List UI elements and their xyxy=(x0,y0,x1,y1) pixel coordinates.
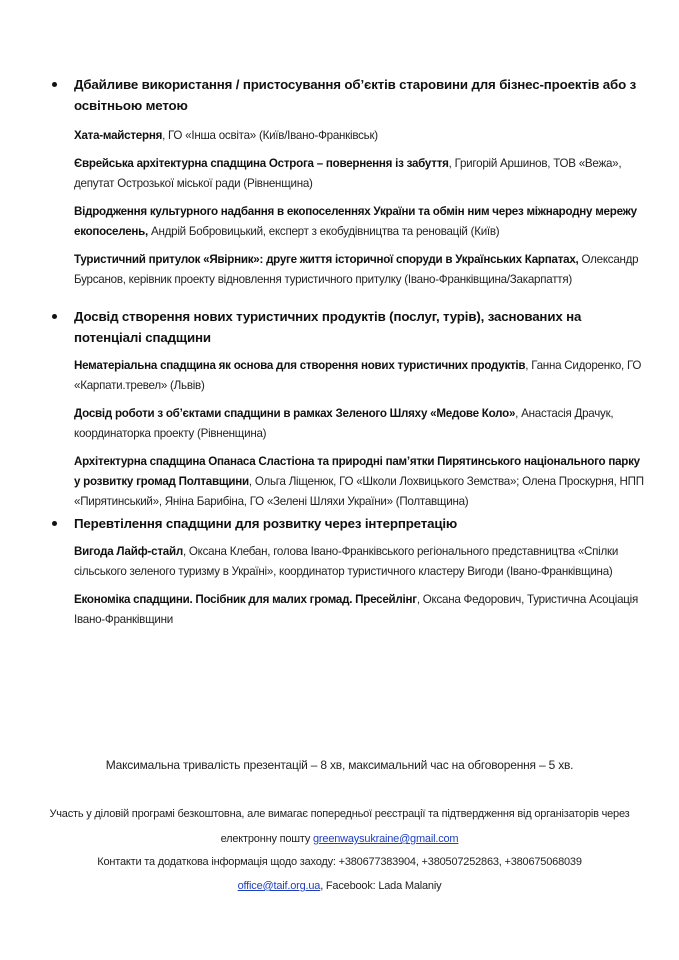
registration-note: Участь у діловій програмі безкоштовна, але вимагає попередньої реєстрації та підтвердження від організаторів через xyxy=(49,808,630,820)
item-title: Нематеріальна спадщина як основа для створення нових туристичних продуктів xyxy=(74,359,526,372)
email-link[interactable]: greenwaysukraine@gmail.com xyxy=(313,833,459,845)
item-details: Олександр Бурсанов, керівник проекту відновлення туристичного притулку (Івано-Франківщина/Закарпаття) xyxy=(74,253,639,286)
list-item xyxy=(74,126,648,146)
office-line xyxy=(0,880,679,892)
section-heading xyxy=(48,513,648,534)
section-tourism-products xyxy=(48,306,648,512)
item-title: Єврейська архітектурна спадщина Острога – повернення із забуття xyxy=(74,157,449,170)
item-title: Досвід роботи з об’єктами спадщини в рамках Зеленого Шляху «Медове Коло» xyxy=(74,407,516,420)
list-item xyxy=(74,542,648,582)
list-item xyxy=(74,404,648,444)
list-item xyxy=(74,250,648,290)
office-email-link[interactable]: office@taif.org.ua xyxy=(237,880,321,892)
list-item xyxy=(74,154,648,194)
item-title: Туристичний притулок «Явірник»: друге життя історичної споруди в Українських Карпатах, xyxy=(74,253,579,266)
list-item xyxy=(74,202,648,242)
section-interpretation xyxy=(48,513,648,630)
list-item xyxy=(74,356,648,396)
item-details: , Григорій Аршинов, ТОВ «Вежа», депутат Острозької міської ради (Рівненщина) xyxy=(74,157,622,190)
section-heading xyxy=(48,306,648,348)
item-title: Архітектурна спадщина Опанаса Сластіона та природні пам’ятки Пирятинського національного парку у розвитку громад Полтавщини xyxy=(74,455,640,488)
list-item xyxy=(74,452,648,512)
item-details: , Оксана Клебан, голова Івано-Франківського регіонального представництва «Спілки сільського зеленого туризму в Україні», координатор туристичного кластеру Вигоди (Івано-Франківщина) xyxy=(74,545,619,578)
section-heritage-reuse xyxy=(48,74,648,290)
item-title: Хата-майстерня xyxy=(74,129,163,142)
email-prefix: електронну пошту xyxy=(220,833,314,845)
bullet-icon xyxy=(52,82,57,87)
item-title: Економіка спадщини. Посібник для малих громад. Пресейлінг xyxy=(74,593,417,606)
section-heading xyxy=(48,74,648,116)
facebook-text: , Facebook: Lada Malaniy xyxy=(320,880,442,892)
item-details: Андрій Бобровицький, експерт з екобудівництва та реновацій (Київ) xyxy=(148,225,500,238)
contacts-line: Контакти та додаткова інформація щодо заходу: +380677383904, +380507252863, +380675068039 xyxy=(97,856,582,868)
bullet-icon xyxy=(52,314,57,319)
list-item xyxy=(74,590,648,630)
item-details: , Анастасія Драчук, координаторка проекту (Рівненщина) xyxy=(74,407,614,440)
section-heading-text: Дбайливе використання / пристосування об’єктів старовини для бізнес-проектів або з освітньою метою xyxy=(74,77,637,113)
item-title: Відродження культурного надбання в екопоселеннях України та обмін ним через міжнародну мережу екопоселень, xyxy=(74,205,637,238)
item-details: , Ганна Сидоренко, ГО «Карпати.тревел» (Львів) xyxy=(74,359,642,392)
section-heading-text: Перевтілення спадщини для розвитку через інтерпретацію xyxy=(74,516,458,531)
item-details: , ГО «Інша освіта» (Київ/Івано-Франківськ) xyxy=(162,129,378,142)
item-details: , Ольга Ліщенюк, ГО «Школи Лохвицького Земства»; Олена Проскурня, НПП «Пирятинський», Яніна Барибіна, ГО «Зелені Шляхи України» (Полтавщина) xyxy=(74,475,644,508)
duration-note: Максимальна тривалість презентацій – 8 хв, максимальний час на обговорення – 5 хв. xyxy=(105,758,574,772)
item-details: , Оксана Федорович, Туристична Асоціація Івано-Франківщини xyxy=(74,593,639,626)
item-title: Вигода Лайф-стайл xyxy=(74,545,183,558)
bullet-icon xyxy=(52,521,57,526)
email-line xyxy=(0,833,679,845)
section-heading-text: Досвід створення нових туристичних продуктів (послуг, турів), заснованих на потенціалі спадщини xyxy=(74,309,582,345)
